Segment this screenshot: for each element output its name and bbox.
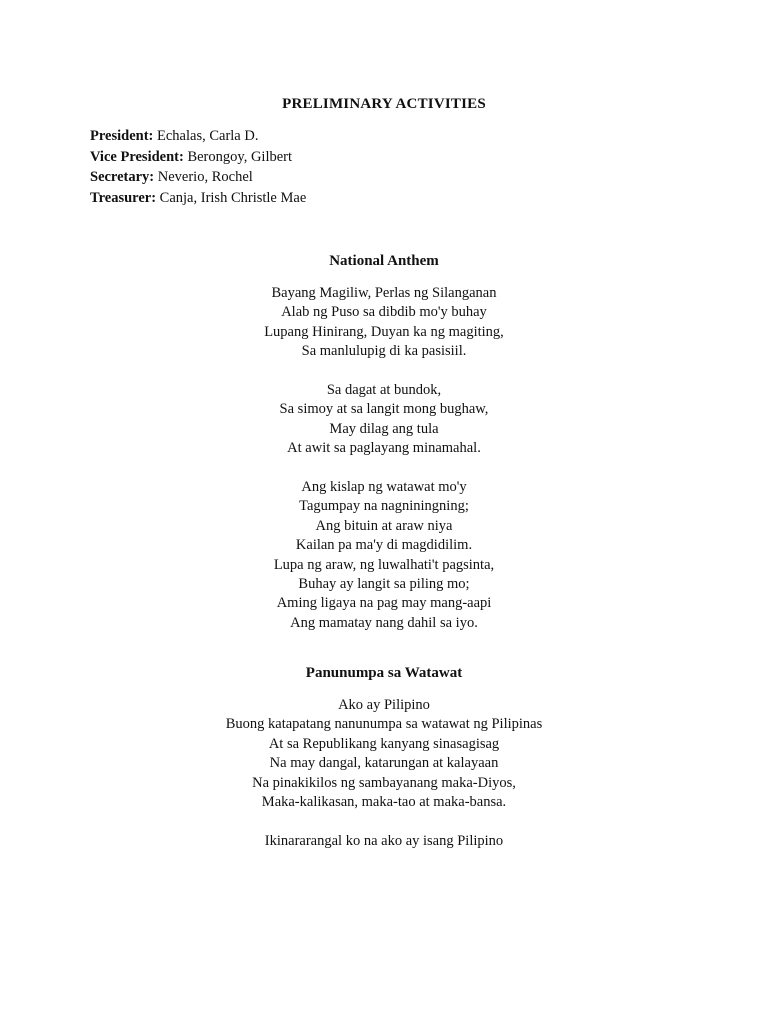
anthem-stanza-3 [0, 478, 768, 633]
pledge-text [0, 696, 768, 851]
officer-role: Secretary: [90, 169, 155, 185]
officer-name: Echalas, Carla D. [157, 128, 259, 144]
verse-line: Sa dagat at bundok, [326, 382, 442, 399]
verse-line: Na pinakikilos ng sambayanang maka-Diyos, [252, 774, 516, 791]
officers-list [90, 126, 306, 208]
verse-line: Lupang Hinirang, Duyan ka ng magiting, [264, 323, 504, 340]
verse-line: Buhay ay langit sa piling mo; [298, 576, 470, 593]
verse-line: Ako ay Pilipino [338, 697, 430, 713]
pledge-title: Panunumpa sa Watawat [305, 665, 463, 681]
officer-role: Vice President: [90, 148, 184, 165]
anthem-stanza-1 [0, 284, 768, 362]
verse-line: Alab ng Puso sa dibdib mo'y buhay [281, 304, 487, 321]
officer-name: Berongoy, Gilbert [187, 148, 293, 165]
officer-treasurer [90, 188, 306, 209]
anthem-lyrics [0, 284, 768, 633]
verse-line: Lupa ng araw, ng luwalhati't pagsinta, [273, 556, 495, 573]
pledge-stanza-1 [0, 696, 768, 812]
anthem-title: National Anthem [329, 253, 439, 269]
pledge-stanza-2 [0, 832, 768, 851]
officer-name: Neverio, Rochel [157, 169, 253, 185]
verse-line: At sa Republikang kanyang sinasagisag [268, 735, 500, 752]
officer-name: Canja, Irish Christle Mae [159, 189, 307, 206]
verse-line: Tagumpay na nagniningning; [299, 498, 469, 515]
officer-secretary [90, 167, 306, 188]
officer-role: President: [90, 128, 154, 144]
anthem-stanza-2 [0, 381, 768, 459]
officer-president [90, 126, 306, 147]
verse-line: May dilag ang tula [329, 420, 439, 437]
verse-line: Ikinararangal ko na ako ay isang Pilipino [264, 832, 504, 849]
verse-line: Ang mamatay nang dahil sa iyo. [290, 614, 478, 631]
verse-line: At awit sa paglayang minamahal. [287, 440, 481, 457]
verse-line: Bayang Magiliw, Perlas ng Silanganan [271, 285, 497, 301]
verse-line: Sa simoy at sa langit mong bughaw, [279, 401, 489, 418]
verse-line: Sa manlulupig di ka pasisiil. [301, 343, 467, 360]
verse-line: Aming ligaya na pag may mang-aapi [276, 595, 492, 612]
verse-line: Buong katapatang nanunumpa sa watawat ng Pilipinas [225, 716, 543, 733]
verse-line: Maka-kalikasan, maka-tao at maka-bansa. [261, 794, 507, 811]
verse-line: Kailan pa ma'y di magdidilim. [295, 537, 473, 554]
officer-vice-president [90, 147, 306, 168]
document-title: PRELIMINARY ACTIVITIES [282, 96, 486, 112]
verse-line: Na may dangal, katarungan at kalayaan [269, 755, 499, 772]
officer-role: Treasurer: [90, 189, 157, 206]
verse-line: Ang kislap ng watawat mo'y [301, 479, 467, 496]
verse-line: Ang bituin at araw niya [315, 517, 453, 534]
